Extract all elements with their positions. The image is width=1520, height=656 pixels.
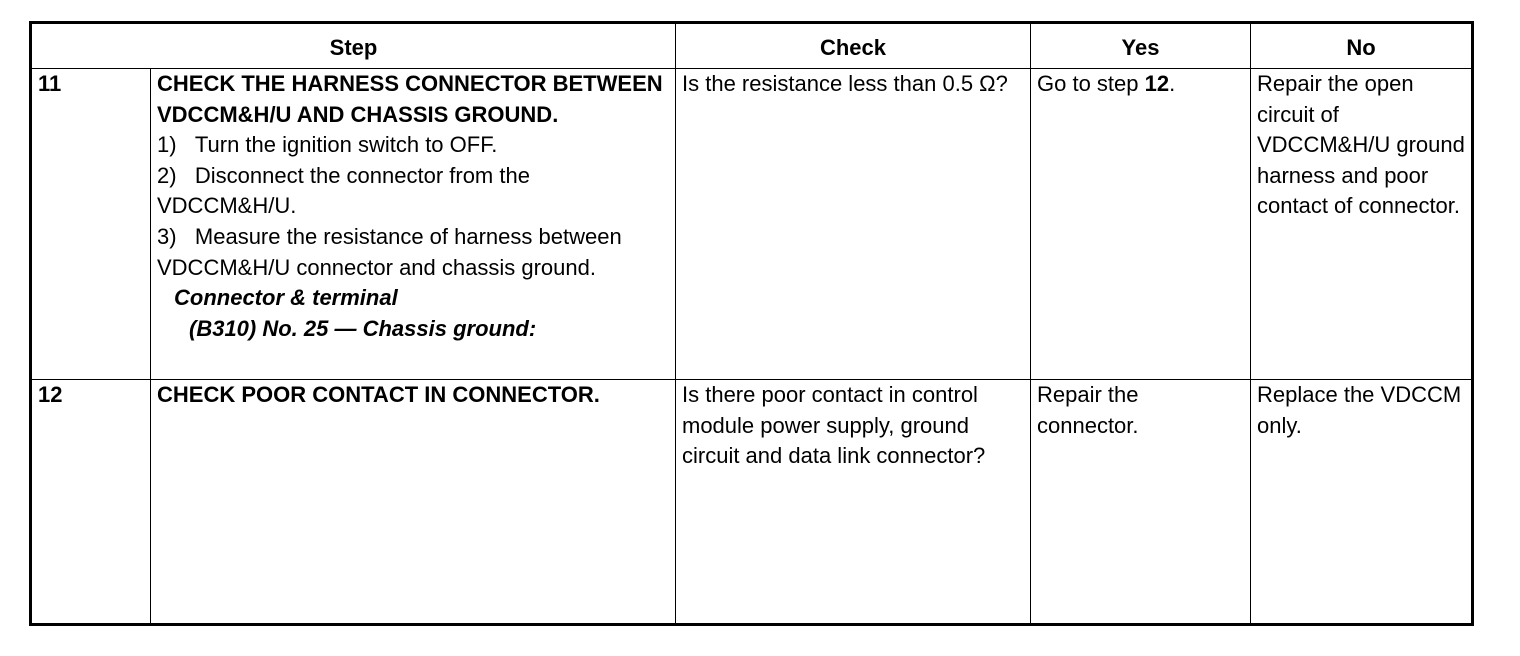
yes-cell [1031,69,1251,380]
header-check: Check [676,23,1031,69]
check-cell: Is the resistance less than 0.5 Ω? [676,69,1031,380]
step-number: 11 [31,69,151,380]
spec-label: Connector & terminal [174,285,398,311]
step-instruction: 1) Turn the ignition switch to OFF. [157,132,498,158]
header-no: No [1251,23,1473,69]
no-cell: Replace the VDCCM only. [1251,380,1473,625]
step-title: CHECK THE HARNESS CONNECTOR BETWEEN VDCCM&H/U AND CHASSIS GROUND. [157,71,663,127]
yes-cell: Repair the connector. [1031,380,1251,625]
spec-value: (B310) No. 25 — Chassis ground: [189,315,537,341]
header-row [31,23,1473,69]
check-cell: Is there poor contact in control module power supply, ground circuit and data link connector? [676,380,1031,625]
step-number: 12 [31,380,151,625]
step-description [151,69,676,380]
step-description [151,380,676,625]
table-row [31,380,1473,625]
step-instruction: 3) Measure the resistance of harness between VDCCM&H/U connector and chassis ground. [157,223,622,280]
step-title: CHECK POOR CONTACT IN CONNECTOR. [157,382,600,407]
yes-suffix: . [1169,71,1176,96]
table-row [31,69,1473,380]
header-yes: Yes [1031,23,1251,69]
header-step: Step [31,23,676,69]
yes-step-ref: 12 [1144,71,1170,96]
yes-prefix: Go to step [1037,71,1145,96]
no-cell: Repair the open circuit of VDCCM&H/U ground harness and poor contact of connector. [1251,69,1473,380]
diagnostic-table [29,21,1474,626]
step-instruction: 2) Disconnect the connector from the VDCCM&H/U. [157,162,530,219]
